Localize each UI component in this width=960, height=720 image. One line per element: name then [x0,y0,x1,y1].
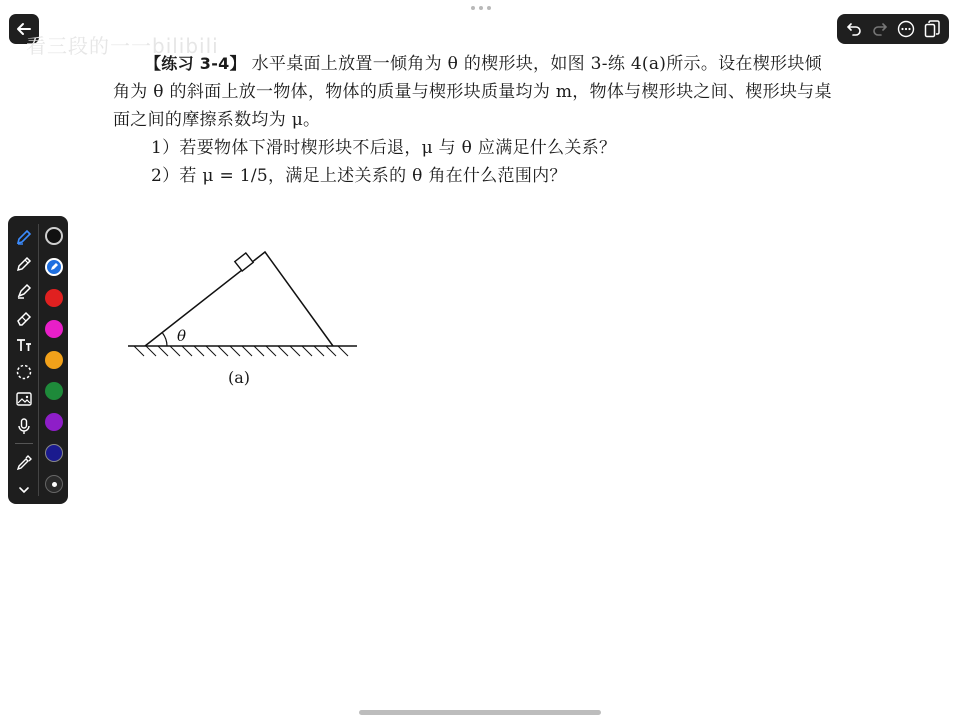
redo-icon [873,22,887,36]
question-2: 2）若 μ = 1/5，满足上述关系的 θ 角在什么范围内？ [151,166,567,186]
problem-line-1 [113,50,903,78]
highlighter-icon [15,282,33,300]
eyedropper-icon [15,454,33,472]
tool-column [10,224,38,504]
pen-icon [49,262,59,272]
pencil-tool[interactable] [10,251,38,277]
color-swatch-magenta[interactable] [45,320,63,338]
pencil-icon [15,255,33,273]
text-icon [15,336,33,354]
tool-palette [8,216,68,504]
dot-icon [52,482,57,487]
color-swatch-black[interactable] [45,227,63,245]
microphone-tool[interactable] [10,413,38,439]
add-color-button[interactable] [45,475,63,493]
problem-tag: 【练习 3-4】 [145,54,246,73]
redo-button[interactable] [869,18,891,40]
microphone-icon [15,417,33,435]
color-swatch-navy[interactable] [45,444,63,462]
more-icon [897,20,915,38]
color-swatch-orange[interactable] [45,351,63,369]
undo-button[interactable] [843,18,865,40]
color-swatch-red[interactable] [45,289,63,307]
problem-line-1-text: 水平桌面上放置一倾角为 θ 的楔形块，如图 3-练 4(a)所示。设在楔形块倾 [251,54,822,74]
home-indicator[interactable] [359,710,601,715]
more-button[interactable] [895,18,917,40]
multitask-dots[interactable] [471,6,491,10]
video-title-overlay: 看三段的一一bilibili [26,34,219,58]
eraser-icon [15,309,33,327]
ground-hatching [134,346,348,356]
image-icon [15,390,33,408]
lasso-icon [15,363,33,381]
pen-icon [15,228,33,246]
angle-arc [163,333,168,346]
text-tool[interactable] [10,332,38,358]
undo-icon [847,22,861,36]
problem-line-2: 角为 θ 的斜面上放一物体，物体的质量与楔形块质量均为 m，物体与楔形块之间、楔形块与桌 [113,82,832,102]
problem-line-3: 面之间的摩擦系数均为 μ。 [113,110,321,130]
collapse-palette-button[interactable] [10,477,38,503]
eyedropper-tool[interactable] [10,450,38,476]
block [235,253,253,271]
pen-tool[interactable] [10,224,38,250]
angle-label: θ [177,327,187,345]
figure-caption: (a) [228,368,251,387]
problem-text [113,50,903,190]
color-swatch-purple[interactable] [45,413,63,431]
chevron-down-icon [17,483,31,497]
lasso-tool[interactable] [10,359,38,385]
copy-icon [924,20,940,38]
color-swatch-green[interactable] [45,382,63,400]
top-toolbar [837,14,949,44]
copy-button[interactable] [921,18,943,40]
color-column [42,227,66,506]
image-tool[interactable] [10,386,38,412]
question-1: 1）若要物体下滑时楔形块不后退，μ 与 θ 应满足什么关系？ [151,138,617,158]
highlighter-tool[interactable] [10,278,38,304]
color-swatch-blue-selected[interactable] [45,258,63,276]
eraser-tool[interactable] [10,305,38,331]
